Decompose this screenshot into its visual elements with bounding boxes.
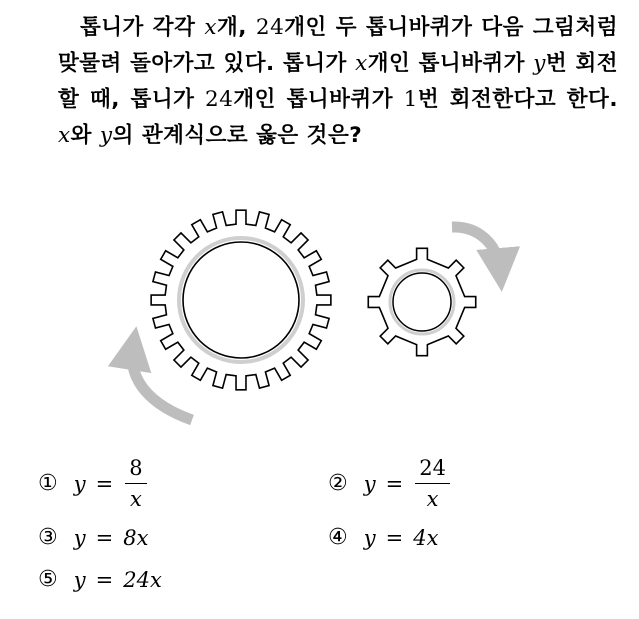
choice-2[interactable] — [328, 455, 450, 512]
choice-1-marker: ① — [38, 471, 58, 496]
choice-2-lhs: y — [363, 471, 376, 496]
large-gear — [151, 210, 331, 390]
choice-2-eq: = — [385, 471, 404, 496]
choice-2-fraction — [415, 455, 450, 512]
question-paragraph: 톱니가 각각 x개, 24개인 두 톱니바퀴가 다음 그림처럼 맞물려 돌아가고 있다. 톱니가 x개인 톱니바퀴가 y번 회전할 때, 톱니가 24개인 톱니바퀴가 1번 회전한다고 한다. x와 y의 관계식으로 옳은 것은? — [58, 15, 618, 148]
choice-3-rhs: 8x — [123, 525, 149, 550]
small-gear-teeth — [368, 248, 475, 355]
choice-1-eq: = — [95, 471, 114, 496]
small-gear-hub — [393, 273, 451, 331]
choice-4-rhs: 4x — [413, 525, 439, 550]
choice-2-marker: ② — [328, 471, 348, 496]
choice-3-marker: ③ — [38, 525, 58, 550]
small-gear-rotation-arrow — [452, 227, 500, 270]
large-gear-hub — [183, 242, 299, 358]
choice-4-lhs: y — [363, 525, 376, 550]
choice-1-numerator: 8 — [125, 455, 146, 484]
choice-1[interactable] — [38, 455, 147, 512]
choice-3-eq: = — [95, 525, 114, 550]
choice-5-eq: = — [95, 567, 114, 592]
choice-4-marker: ④ — [328, 525, 348, 550]
large-gear-teeth — [151, 210, 331, 390]
choice-5-rhs: 24x — [123, 567, 162, 592]
question-text — [58, 10, 618, 154]
choice-4-eq: = — [385, 525, 404, 550]
choice-2-denominator: x — [426, 487, 439, 511]
choice-3[interactable] — [38, 525, 148, 550]
choice-1-lhs: y — [73, 471, 86, 496]
choice-1-fraction — [125, 455, 146, 512]
large-gear-hub-ring — [179, 238, 303, 362]
small-gear — [368, 248, 475, 355]
choice-5-lhs: y — [73, 567, 86, 592]
choice-3-lhs: y — [73, 525, 86, 550]
large-gear-rotation-arrow — [132, 348, 192, 420]
choice-5-marker: ⑤ — [38, 567, 58, 592]
choice-5[interactable] — [38, 567, 162, 592]
small-gear-hub-ring — [390, 270, 454, 334]
choice-4[interactable] — [328, 525, 438, 550]
choice-1-denominator: x — [129, 487, 142, 511]
choice-2-numerator: 24 — [415, 455, 450, 484]
